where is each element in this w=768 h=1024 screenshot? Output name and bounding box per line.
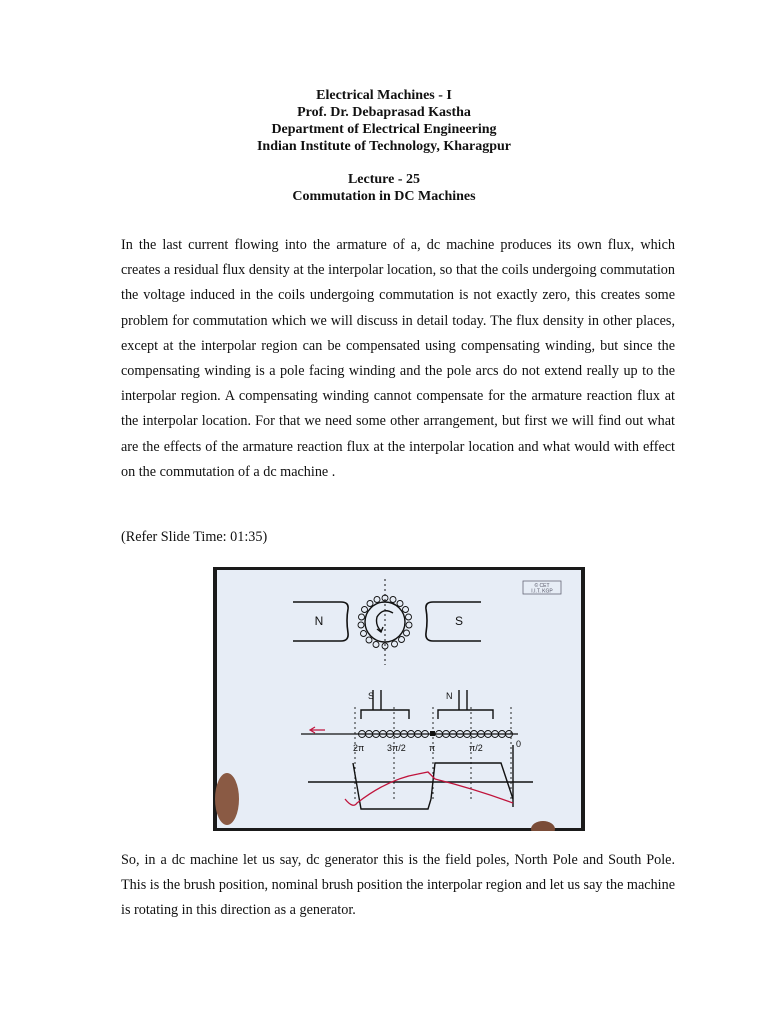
- hand-shadow: [215, 773, 239, 825]
- institute-name: Indian Institute of Technology, Kharagpur: [256, 139, 511, 154]
- body-paragraph-2: So, in a dc machine let us say, dc generator this is the field poles, North Pole and South Pole. This is the brush position, nominal brush position the interpolar region and let us say the machine is rotating in this direction as a generator.: [121, 852, 675, 919]
- lecture-title: Commutation in DC Machines: [292, 189, 476, 204]
- top-pole-s-label: S: [368, 691, 375, 701]
- tick-2pi: 2π: [353, 743, 365, 753]
- document-header: [0, 87, 768, 155]
- tick-0: 0: [516, 739, 522, 749]
- top-pole-n-label: N: [446, 691, 453, 701]
- tick-3pi2: 3π/2: [387, 743, 406, 753]
- slide-time-reference: (Refer Slide Time: 01:35): [121, 529, 268, 545]
- tick-pi2: π/2: [469, 743, 483, 753]
- lecture-number: Lecture - 25: [347, 172, 421, 187]
- department-name: Department of Electrical Engineering: [271, 122, 497, 137]
- tick-pi: π: [429, 743, 436, 753]
- south-pole-label: S: [454, 614, 464, 628]
- slide-drawing: [213, 567, 585, 831]
- north-pole-label: N: [314, 614, 324, 628]
- lecture-slide-image: [213, 567, 585, 831]
- course-title: Electrical Machines - I: [316, 88, 452, 103]
- body-paragraph-1: In the last current flowing into the armature of a, dc machine produces its own flux, which creates a residual flux density at the interpolar location, so that the coils undergoing commutation the voltage induced in the coils undergoing commutation is not exactly zero, this creates some problem for commutation which we will discuss in detail today. The flux density in other places, except at the interpolar region can be compensated using compensating winding, but since the compensating winding is a pole facing winding and the pole arcs do not extend really up to the interpolar region. A compensating winding cannot compensate for the armature reaction flux at the interpolar location. For that we need some other arrangement, but first we will find out what are the effects of the armature reaction flux at the interpolar location and what would with effect on the commutation of a dc machine .: [121, 237, 675, 480]
- lecture-heading: [0, 171, 768, 205]
- watermark-line1: © CET: [534, 583, 550, 589]
- professor-name: Prof. Dr. Debaprasad Kastha: [297, 105, 471, 120]
- watermark-line2: I.I.T. KGP: [531, 588, 553, 595]
